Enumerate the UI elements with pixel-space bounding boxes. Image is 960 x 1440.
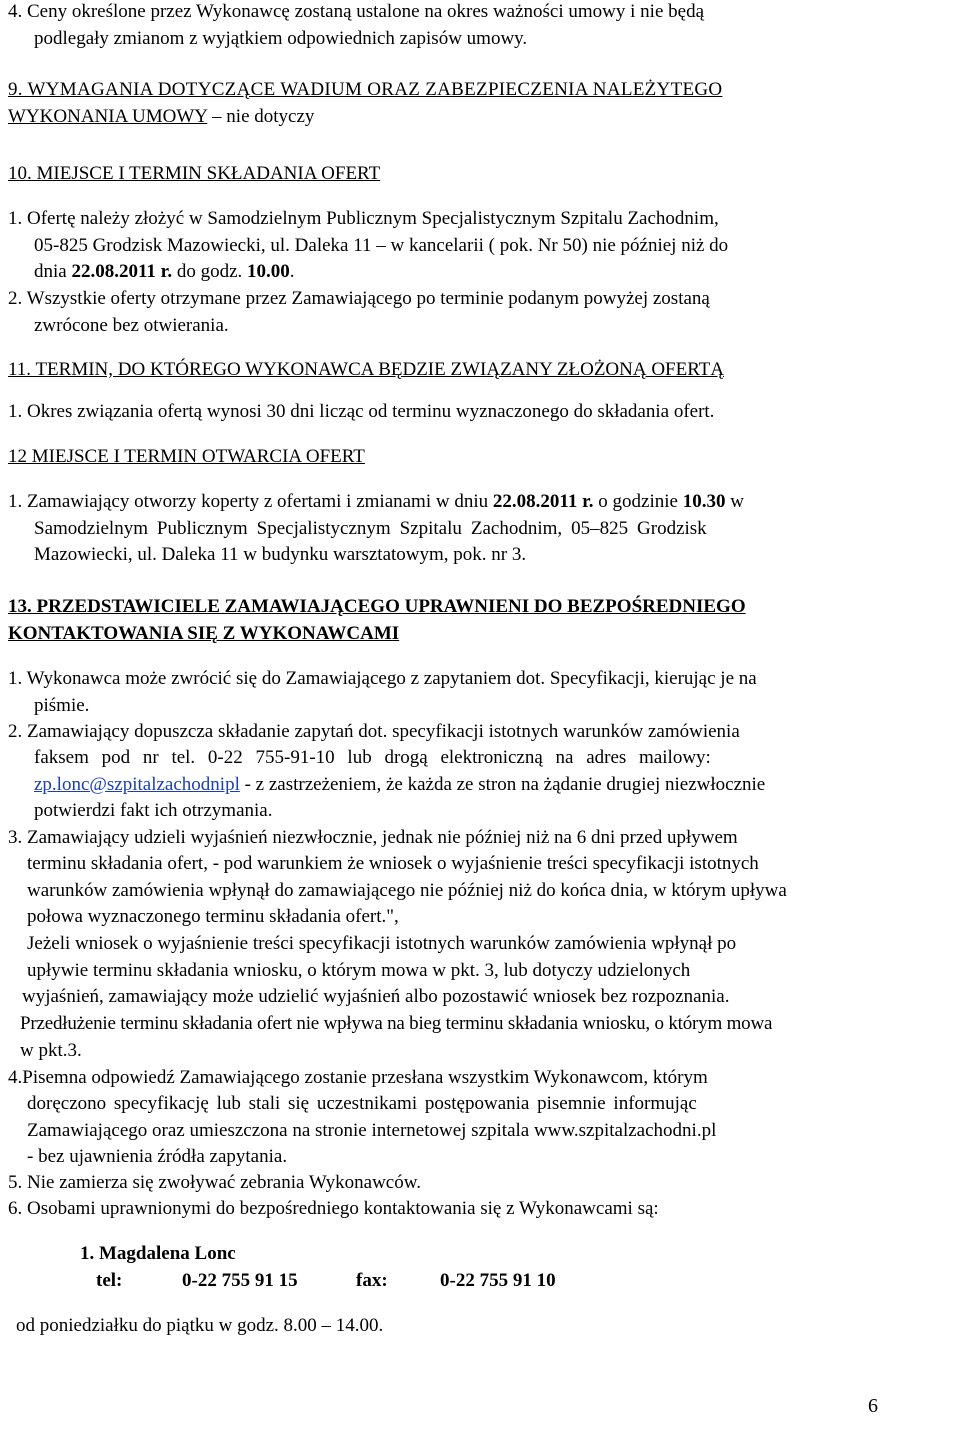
s13-p2-line-3 <box>34 773 765 797</box>
s10-deadline-end: . <box>289 261 295 282</box>
s13-p2-line-2: faksem pod nr tel. 0-22 755-91-10 lub drogą elektroniczną na adres mailowy: <box>34 747 711 768</box>
s13-p3-line-4: połowa wyznaczonego terminu składania ofert.", <box>27 906 399 927</box>
s12-line-1 <box>8 490 744 514</box>
s10-deadline-prefix: dnia <box>34 261 72 282</box>
s13-p4-line-2: doręczono specyfikację lub stali się uczestnikami postępowania pisemnie informując <box>27 1093 697 1114</box>
s12-opening-mid: o godzinie <box>593 491 683 512</box>
s12-hospital-address: , 05–825 Grodzisk <box>557 518 707 539</box>
contact-hours: od poniedziałku do piątku w godz. 8.00 – 14.00. <box>16 1315 384 1336</box>
section-13-heading: 13. PRZEDSTAWICIELE ZAMAWIAJĄCEGO UPRAWNIENI DO BEZPOŚREDNIEGO <box>8 596 746 617</box>
s13-p2-line-3-text: - z zastrzeżeniem, że każda ze stron na żądanie drugiej niezwłocznie <box>239 774 766 795</box>
s12-opening-end: w <box>725 491 744 512</box>
s13-p1-line-2: piśmie. <box>34 695 90 716</box>
s10-p2-line-2: zwrócone bez otwierania. <box>34 315 229 336</box>
section-9-heading-continued: WYKONANIA UMOWY <box>8 106 208 127</box>
s13-p3-line-2: terminu składania ofert, - pod warunkiem że wniosek o wyjaśnienie treści specyfikacji istotnych <box>27 853 759 874</box>
page-number: 6 <box>868 1395 878 1417</box>
s13-p3-line-5: Jeżeli wniosek o wyjaśnienie treści specyfikacji istotnych warunków zamówienia wpłynął po <box>27 933 737 954</box>
s13-p4-line-3: Zamawiającego oraz umieszczona na stronie internetowej szpitala www.szpitalzachodni.pl <box>27 1120 717 1141</box>
contact-tel-number: 0-22 755 91 15 <box>182 1270 298 1291</box>
p4-text-1: 4. Ceny określone przez Wykonawcę zostaną ustalone na okres ważności umowy i nie będą <box>8 1 704 22</box>
s13-p4-line-4: - bez ujawnienia źródła zapytania. <box>27 1146 288 1167</box>
section-9-heading-line-2 <box>8 105 314 129</box>
p4-line-2: podlegały zmianom z wyjątkiem odpowiednich zapisów umowy. <box>34 28 528 49</box>
s13-p4-line-1: 4.Pisemna odpowiedź Zamawiającego zostanie przesłana wszystkim Wykonawcom, którym <box>8 1067 708 1088</box>
s10-deadline-mid: do godz. <box>172 261 248 282</box>
contact-person-name: 1. Magdalena Lonc <box>80 1243 236 1264</box>
s10-p1-line-1: 1. Ofertę należy złożyć w Samodzielnym Publicznym Specjalistycznym Szpitalu Zachodnim, <box>8 208 719 229</box>
s13-p1-line-1: 1. Wykonawca może zwrócić się do Zamawiającego z zapytaniem dot. Specyfikacji, kierując je na <box>8 668 757 689</box>
p4-line-1 <box>8 0 938 24</box>
section-10-heading: 10. MIEJSCE I TERMIN SKŁADANIA OFERT <box>8 163 381 184</box>
s12-opening-prefix: 1. Zamawiający otworzy koperty z ofertami i zmianami w dniu <box>8 491 493 512</box>
s13-p3-line-3: warunków zamówienia wpłynął do zamawiającego nie później niż do końca dnia, w którym upływa <box>27 880 787 901</box>
s13-p3-line-7: wyjaśnień, zamawiający może udzielić wyjaśnień albo pozostawić wniosek bez rozpoznania. <box>22 986 730 1007</box>
s13-p3-line-9: w pkt.3. <box>20 1040 82 1061</box>
section-11-heading: 11. TERMIN, DO KTÓREGO WYKONAWCA BĘDZIE ZWIĄZANY ZŁOŻONĄ OFERTĄ <box>8 359 725 380</box>
s11-p1: 1. Okres związania ofertą wynosi 30 dni licząc od terminu wyznaczonego do składania ofert. <box>8 401 715 422</box>
s12-opening-date: 22.08.2011 r. <box>492 491 594 512</box>
section-9-heading: 9. WYMAGANIA DOTYCZĄCE WADIUM ORAZ ZABEZPIECZENIA NALEŻYTEGO <box>8 79 723 100</box>
section-9-not-applicable: – nie dotyczy <box>207 106 315 127</box>
s12-line-3: Mazowiecki, ul. Daleka 11 w budynku warsztatowym, pok. nr 3. <box>34 544 527 565</box>
s13-p2-line-1: 2. Zamawiający dopuszcza składanie zapytań dot. specyfikacji istotnych warunków zamówienia <box>8 721 740 742</box>
s13-p3-line-8: Przedłużenie terminu składania ofert nie wpływa na bieg terminu składania wniosku, o którym mowa <box>20 1013 773 1034</box>
s13-p2-line-4: potwierdzi fakt ich otrzymania. <box>34 800 273 821</box>
s10-p2-line-1: 2. Wszystkie oferty otrzymane przez Zamawiającego po terminie podanym powyżej zostaną <box>8 288 710 309</box>
s12-opening-time: 10.30 <box>682 491 726 512</box>
s13-p5: 5. Nie zamierza się zwoływać zebrania Wykonawców. <box>8 1172 421 1193</box>
s13-p3-line-1: 3. Zamawiający udzieli wyjaśnień niezwłocznie, jednak nie później niż na 6 dni przed upływem <box>8 827 738 848</box>
s10-p1-line-2: 05-825 Grodzisk Mazowiecki, ul. Daleka 11 – w kancelarii ( pok. Nr 50) nie później niż do <box>34 235 729 256</box>
s10-deadline-date: 22.08.2011 r. <box>71 261 173 282</box>
section-12-heading: 12 MIEJSCE I TERMIN OTWARCIA OFERT <box>8 446 365 467</box>
s13-p6: 6. Osobami uprawnionymi do bezpośredniego kontaktowania się z Wykonawcami są: <box>8 1198 659 1219</box>
contact-email-link[interactable]: zp.lonc@szpitalzachodnipl <box>34 774 240 795</box>
s12-line-2 <box>34 517 707 541</box>
s10-deadline-time: 10.00 <box>247 261 290 282</box>
s10-p1-line-3 <box>34 260 295 284</box>
section-13-heading-line-2: KONTAKTOWANIA SIĘ Z WYKONAWCAMI <box>8 623 400 644</box>
contact-tel-label: tel: <box>96 1270 123 1291</box>
contact-fax-label: fax: <box>356 1270 388 1291</box>
s12-hospital-name: Samodzielnym Publicznym Specjalistycznym Szpitalu Zachodnim <box>34 518 558 539</box>
s13-p3-line-6: upływie terminu składania wniosku, o którym mowa w pkt. 3, lub dotyczy udzielonych <box>27 960 691 981</box>
contact-fax-number: 0-22 755 91 10 <box>440 1270 556 1291</box>
